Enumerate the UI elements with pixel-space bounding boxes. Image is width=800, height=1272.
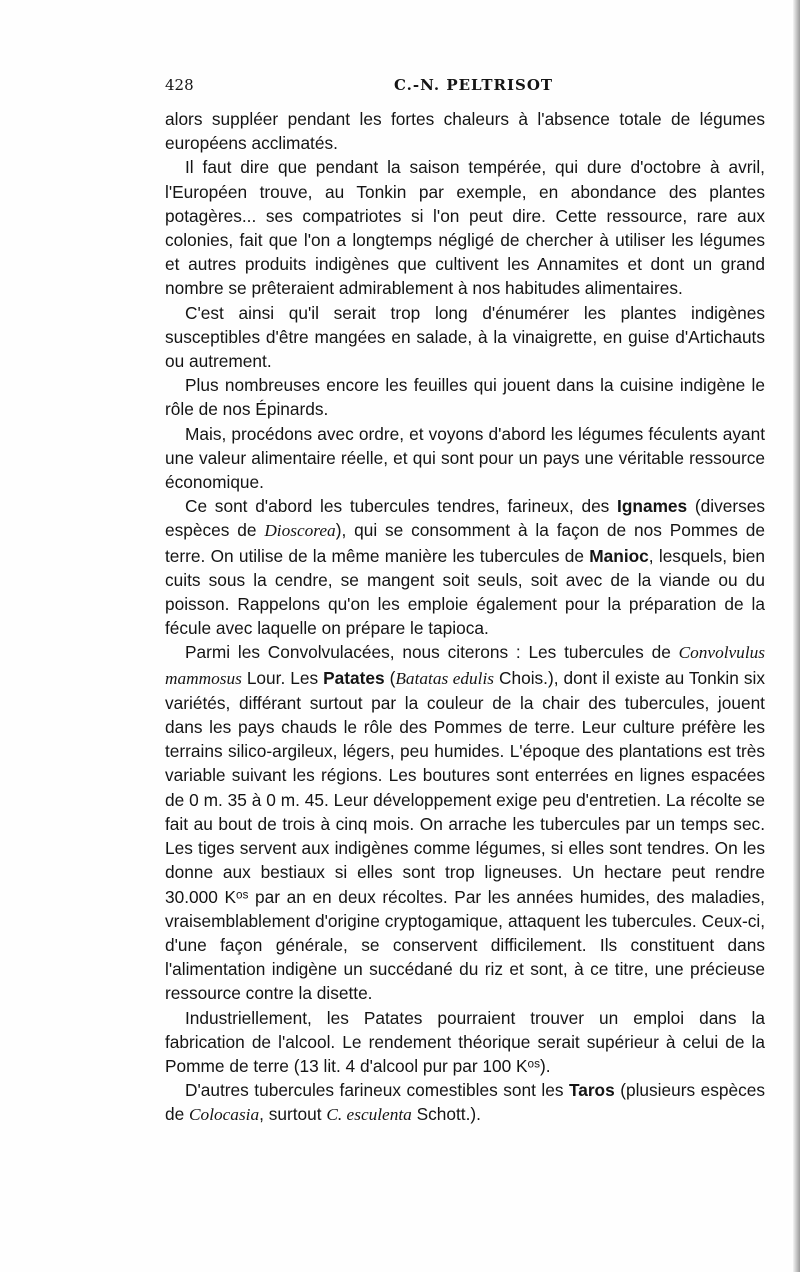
text-run: (diverses espèces de — [165, 496, 765, 541]
species-name-italic: Batatas edulis — [395, 668, 494, 688]
page-header — [165, 76, 765, 98]
text-run: Il faut dire que pendant la saison tempérée, qui dure d'octobre à avril, l'Européen trouve, au Tonkin par exemple, en abondance des plantes potagères... ses compatriotes si l'on peut dire. Cette ressource, rare aux colonies, fait que l'on a longtemps négligé de chercher à utiliser les légumes et autres produits indigènes que cultivent les Annamites et dont un grand nombre se prêteraient admirablement à nos habitudes alimentaires. — [165, 157, 765, 299]
genus-name-italic: Dioscorea — [264, 521, 336, 541]
text-run: ( — [384, 667, 396, 688]
text-run: Mais, procédons avec ordre, et voyons d'abord les légumes féculents ayant une valeur alimentaire réelle, et qui sont pour un pays une véritable ressource économique. — [165, 423, 765, 493]
text-run: Lour. Les — [241, 667, 324, 688]
text-run: , surtout — [259, 1104, 327, 1125]
paragraph — [165, 1006, 765, 1079]
species-name-italic: Convolvulus mammosus — [165, 643, 765, 688]
text-run: Ce sont d'abord les tubercules tendres, farineux, des — [185, 496, 618, 517]
text-run: , lesquels, bien cuits sous la cendre, se mangent soit seuls, soit avec de la viande ou du poisson. Rappelons qu'on les emploie également pour la préparation de la fécule avec laquelle on prépare le tapioca. — [165, 545, 765, 639]
text-run: Parmi les Convolvulacées, nous citerons : Les tubercules de — [185, 642, 679, 663]
plant-name-bold: Manioc — [589, 545, 649, 566]
page-number: 428 — [165, 76, 194, 94]
plant-name-bold: Patates — [323, 667, 385, 688]
text-run: alors suppléer pendant les fortes chaleurs à l'absence totale de légumes européens acclimatés. — [165, 109, 765, 154]
text-run: (plusieurs espèces de — [165, 1080, 765, 1125]
text-run: Industriellement, les Patates pourraient trouver un emploi dans la fabrication de l'alcool. Le rendement théorique serait supérieur à celui de la Pomme de terre (13 lit. 4 d'alcool pur par 100 Kᵒˢ). — [165, 1007, 765, 1076]
text-run: Schott.). — [411, 1104, 481, 1125]
body-text — [165, 107, 765, 1128]
plant-name-bold: Ignames — [617, 496, 688, 517]
paragraph — [165, 107, 765, 155]
text-run: C'est ainsi qu'il serait trop long d'énumérer les plantes indigènes susceptibles d'être mangées en salade, à la vinaigrette, en guise d'Artichauts ou autrement. — [165, 302, 765, 372]
plant-name-bold: Taros — [568, 1080, 615, 1101]
page-edge-shadow — [793, 0, 800, 1272]
species-name-italic: C. esculenta — [326, 1105, 412, 1125]
genus-name-italic: Colocasia — [189, 1105, 260, 1125]
paragraph — [165, 494, 765, 640]
paragraph — [165, 301, 765, 374]
paragraph — [165, 155, 765, 300]
text-run: ), qui se consomment à la façon de nos Pommes de terre. On utilise de la même manière les tubercules de — [165, 520, 765, 566]
paragraph — [165, 422, 765, 495]
paragraph — [165, 1078, 765, 1127]
text-run: Plus nombreuses encore les feuilles qui jouent dans la cuisine indigène le rôle de nos Épinards. — [165, 375, 765, 420]
running-head: C.-N. PELTRISOT — [394, 76, 554, 94]
text-run: Chois.), dont il existe au Tonkin six variétés, différant surtout par la couleur de la chair des tubercules, jouent dans les pays chauds le rôle des Pommes de terre. Leur culture préfère les terrains silico-argileux, légers, peu humides. L'époque des plantations est très variable suivant les régions. Les boutures sont enterrées en lignes espacées de 0 m. 35 à 0 m. 45. Leur développement exige peu d'entretien. La récolte se fait au bout de trois à cinq mois. On arrache les tubercules par un temps sec. Les tiges servent aux indigènes comme légumes, si elles sont tendres. On les donne aux bestiaux si elles sont trop ligneuses. Un hectare peut rendre 30.000 Kᵒˢ par an en deux récoltes. Par les années humides, des maladies, vraisemblablement d'origine cryptogamique, attaquent les tubercules. Ceux-ci, d'une façon générale, se conservent difficilement. Ils constituent dans l'alimentation indigène un succédané du riz et sont, à ce titre, une précieuse ressource contre la disette. — [165, 667, 765, 1004]
paragraph — [165, 640, 765, 1005]
text-run: D'autres tubercules farineux comestibles sont les — [185, 1080, 569, 1101]
paragraph — [165, 373, 765, 421]
